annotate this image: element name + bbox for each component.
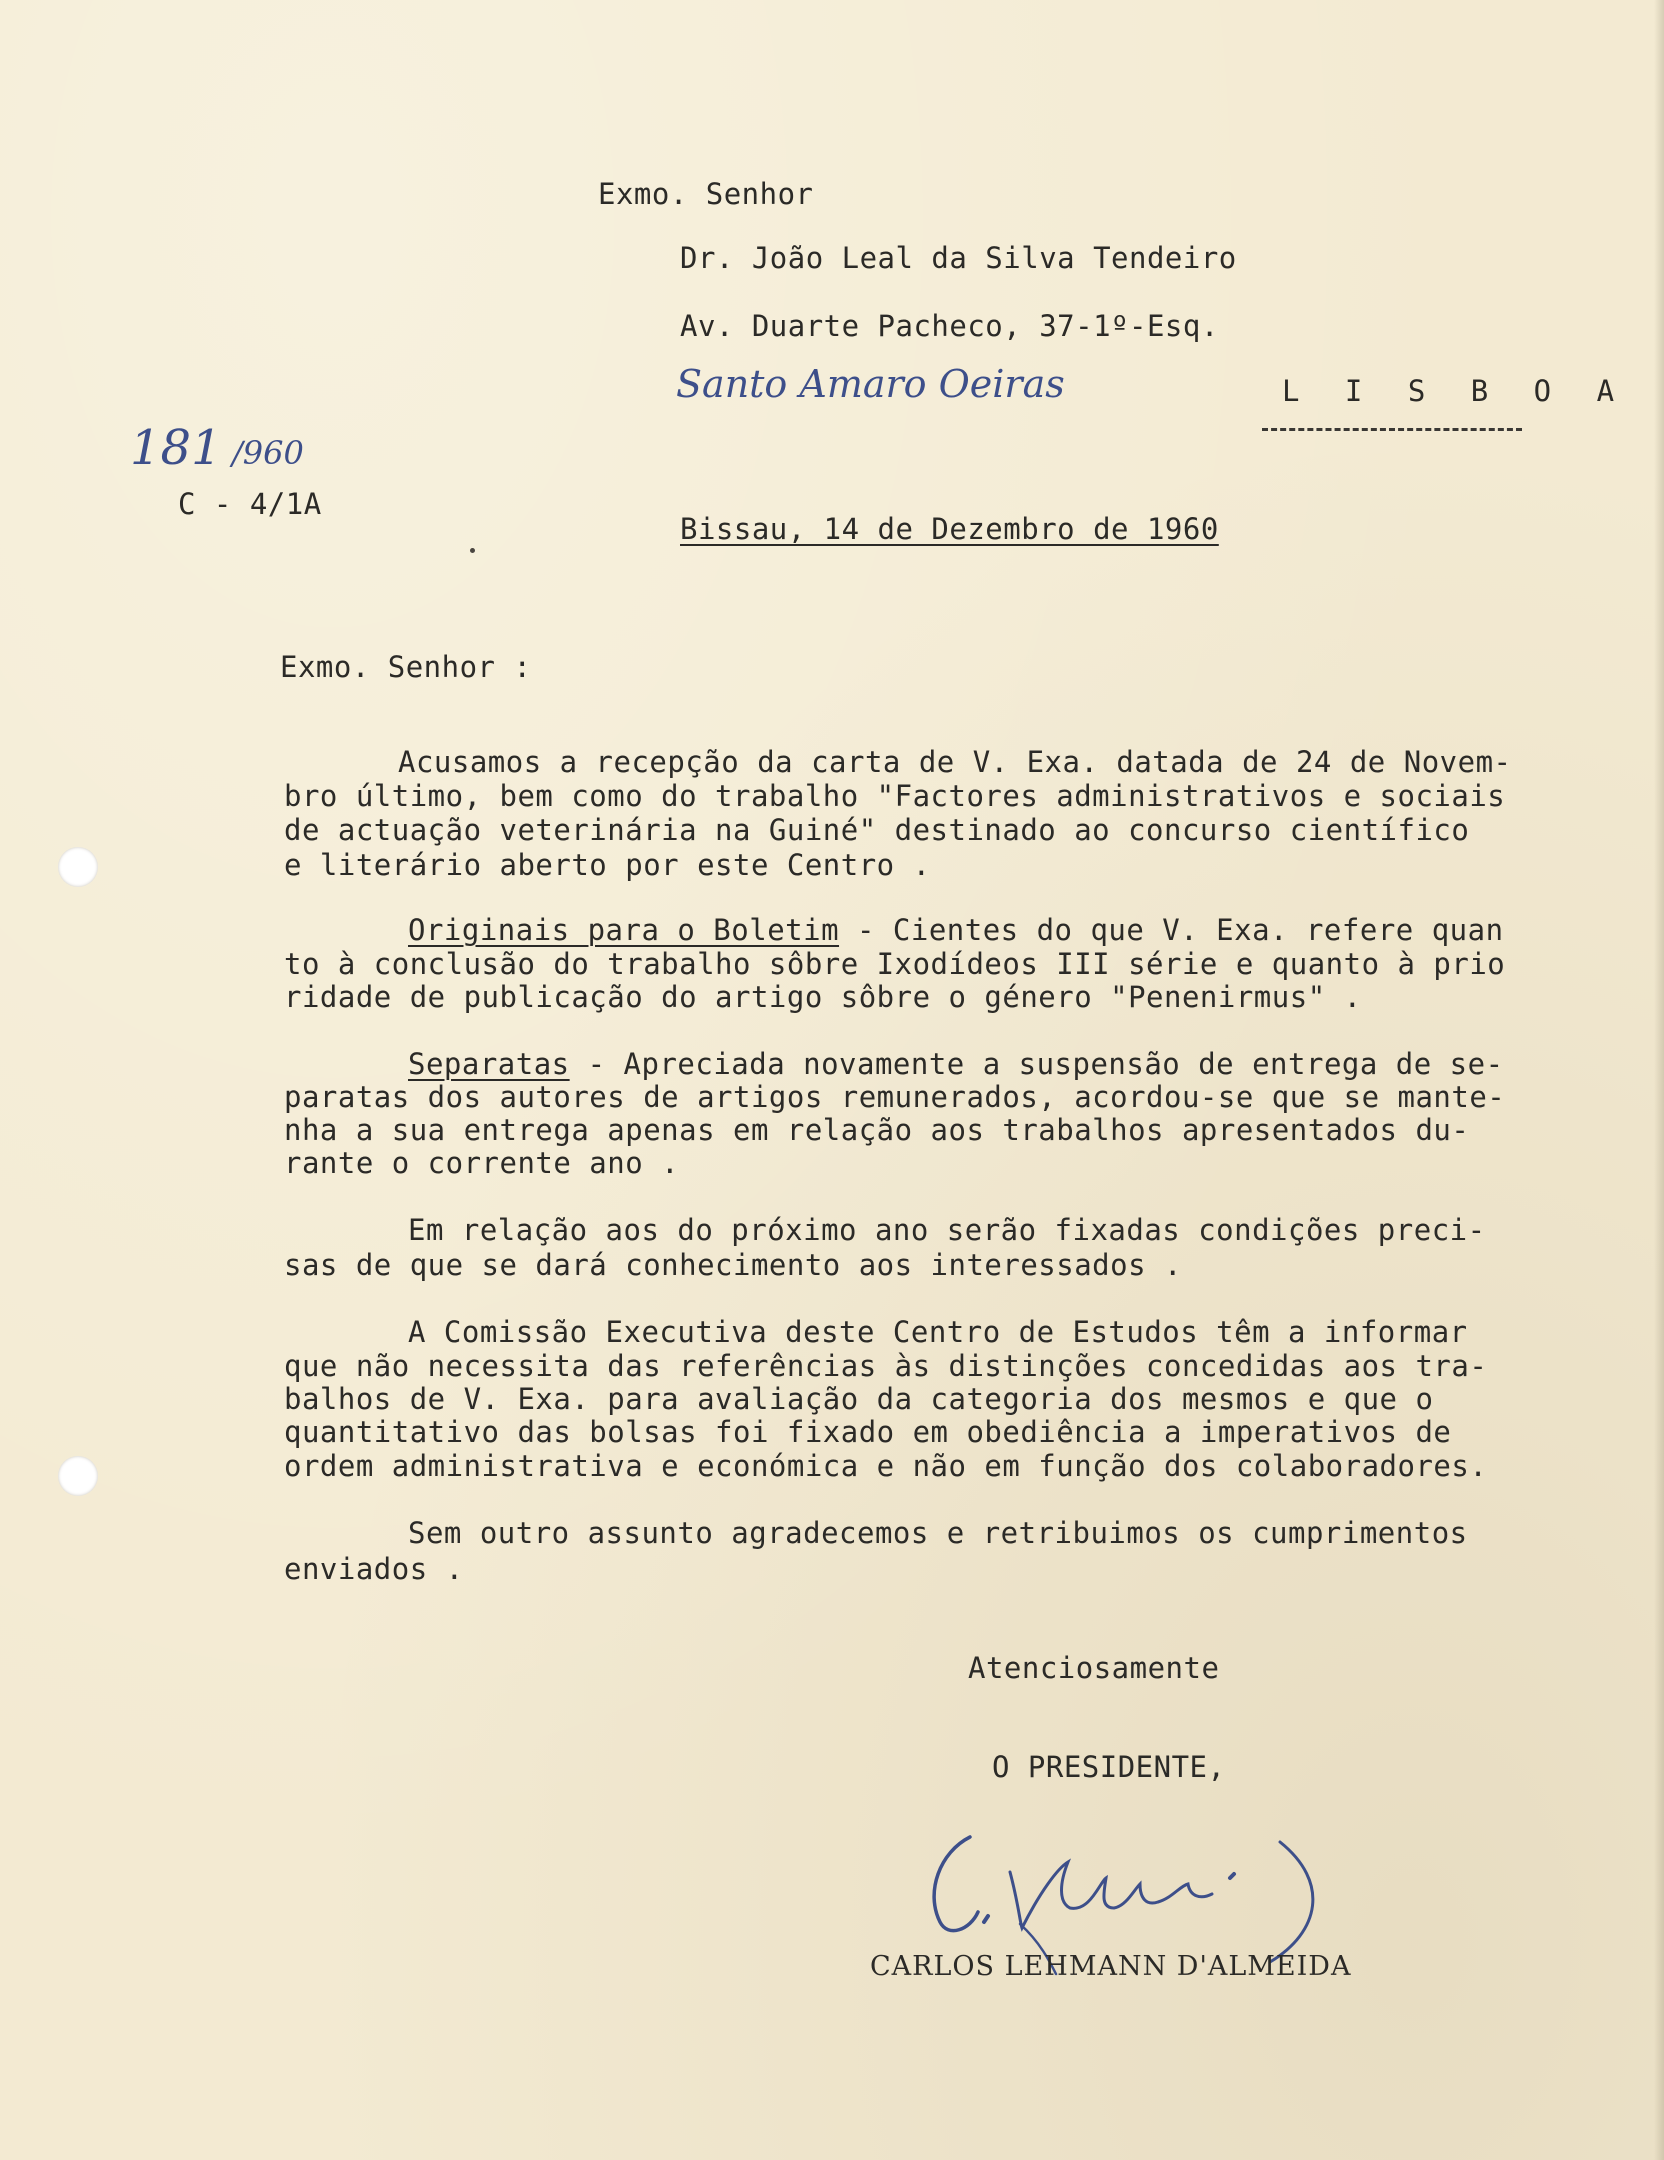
p3-line-3: nha a sua entrega apenas em relação aos trabalhos apresentados du- <box>284 1113 1470 1147</box>
p1-line-4: e literário aberto por este Centro . <box>284 848 931 882</box>
handwritten-address: Santo Amaro Oeiras <box>676 362 1065 406</box>
p6-line-1: Sem outro assunto agradecemos e retribuimos os cumprimentos <box>408 1516 1468 1550</box>
ref-code: C - 4/1A <box>178 487 322 521</box>
salutation-top: Exmo. Senhor <box>598 177 814 211</box>
date-line: Bissau, 14 de Dezembro de 1960 <box>680 512 1219 546</box>
p4-line-1: Em relação aos do próximo ano serão fixadas condições preci- <box>408 1213 1486 1247</box>
p3-line-1-text: - Apreciada novamente a suspensão de entrega de se- <box>569 1047 1504 1081</box>
paper-edge-shadow <box>1654 0 1664 2160</box>
p2-line-1 <box>408 913 1504 947</box>
p5-line-4: quantitativo das bolsas foi fixado em obediência a imperativos de <box>284 1415 1452 1449</box>
p5-line-2: que não necessita das referências às distinções concedidas aos tra- <box>284 1349 1488 1383</box>
p5-line-1: A Comissão Executiva deste Centro de Estudos têm a informar <box>408 1315 1468 1349</box>
p6-line-2: enviados . <box>284 1552 464 1586</box>
p2-heading: Originais para o Boletim <box>408 913 840 947</box>
city-underline <box>1262 428 1522 431</box>
p3-line-4: rante o corrente ano . <box>284 1146 680 1180</box>
p2-line-1-text: - Cientes do que V. Exa. refere quan <box>839 913 1504 947</box>
closing-title: O PRESIDENTE, <box>992 1750 1226 1784</box>
p1-line-2: bro último, bem como do trabalho "Factores administrativos e sociais <box>284 779 1506 813</box>
p5-line-5: ordem administrativa e económica e não em função dos colaboradores. <box>284 1449 1488 1483</box>
ref-year: /960 <box>232 434 304 472</box>
recipient-name: Dr. João Leal da Silva Tendeiro <box>680 241 1237 275</box>
p4-line-2: sas de que se dará conhecimento aos interessados . <box>284 1248 1182 1282</box>
p3-line-1 <box>408 1047 1504 1081</box>
punch-hole-bottom <box>58 1456 98 1496</box>
p2-line-2: to à conclusão do trabalho sôbre Ixodídeos III série e quanto à prio <box>284 947 1506 981</box>
ink-speck <box>470 548 475 553</box>
p1-line-3: de actuação veterinária na Guiné" destinado ao concurso científico <box>284 813 1470 847</box>
valediction: Atenciosamente <box>968 1651 1220 1685</box>
city-name: L I S B O A <box>1282 374 1629 408</box>
greeting: Exmo. Senhor : <box>280 650 532 684</box>
p3-heading: Separatas <box>408 1047 570 1081</box>
p3-line-2: paratas dos autores de artigos remunerados, acordou-se que se mante- <box>284 1080 1506 1114</box>
p5-line-3: balhos de V. Exa. para avaliação da categoria dos mesmos e que o <box>284 1382 1434 1416</box>
handwritten-ref-number: 181 <box>130 420 222 476</box>
recipient-address: Av. Duarte Pacheco, 37-1º-Esq. <box>680 309 1219 343</box>
p1-line-1: Acusamos a recepção da carta de V. Exa. datada de 24 de Novem- <box>398 745 1512 779</box>
signatory-name: CARLOS LEHMANN D'ALMEIDA <box>870 1951 1352 1982</box>
punch-hole-top <box>58 847 98 887</box>
p2-line-3: ridade de publicação do artigo sôbre o género "Penenirmus" . <box>284 980 1362 1014</box>
